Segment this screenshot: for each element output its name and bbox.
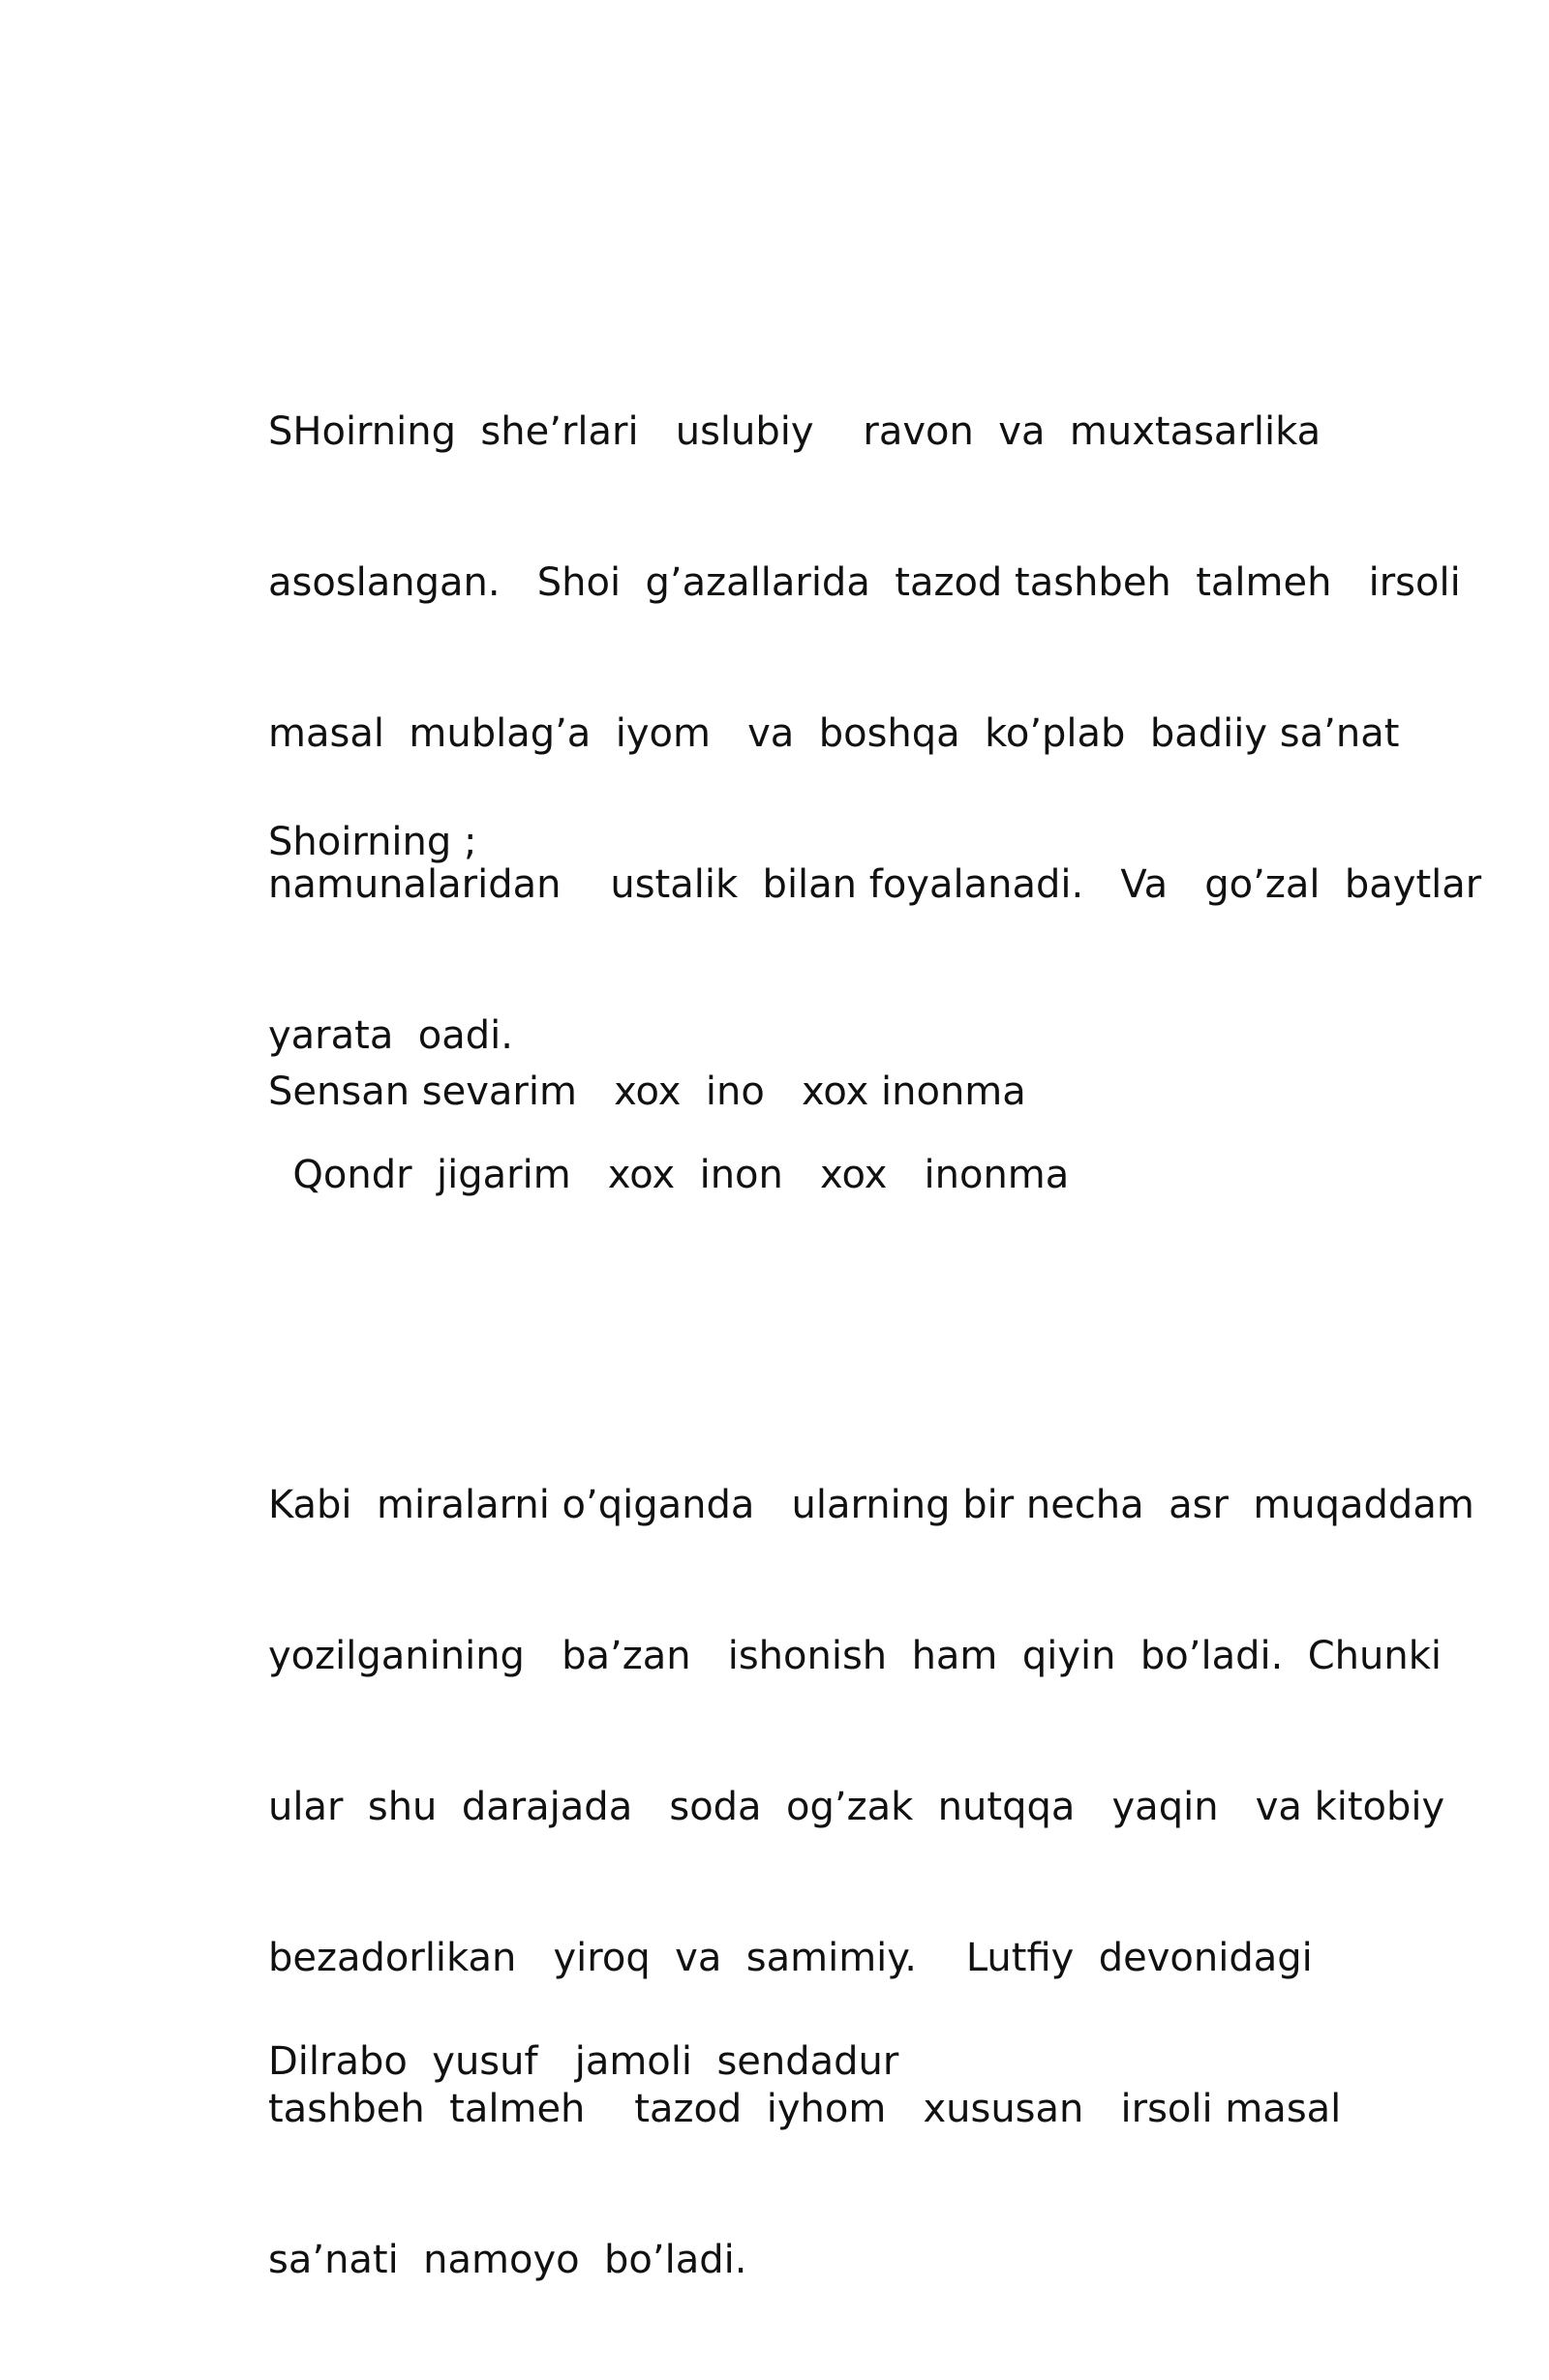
paragraph-line: yarata oadi. [268,1013,513,1058]
paragraph-line: yozilganining ba’zan ishonish ham qiyin bo’ladi. Chunki [268,1634,1443,1678]
verse-text: Qondr jigarim xox inon xox inonma [268,1153,1070,1197]
paragraph-line: tashbeh talmeh tazod iyhom xususan irsoli masal [268,2087,1342,2131]
paragraph-line: asoslangan. Shoi g’azallarida tazod tashbeh talmeh irsoli [268,560,1461,605]
verse-text: Dilrabo yusuf jamoli sendadur [268,2039,899,2084]
paragraph-line: Kabi miralarni o’qiganda ularning bir necha asr muqaddam [268,1483,1474,1527]
verse-text: Sensan sevarim xox ino xox inonma [268,1069,1026,1114]
paragraph-2 [268,1385,1478,2380]
intro-line [268,722,1482,962]
verse-line-3 [268,1942,1478,2182]
paragraph-line: bezadorlikan yiroq va samimiy. Lutfiy devonidagi [268,1936,1313,1980]
paragraph-line: namunalaridan ustalik bilan foyalanadi. Va go’zal baytlar [268,862,1482,907]
paragraph-line: SHoirning she’rlari uslubiy ravon va muxtasarlika [268,409,1321,454]
verse-line-2 [268,1055,1478,1295]
intro-text: Shoirning ; [268,820,477,864]
paragraph-line: masal mublag’a iyom va boshqa ko’plab badiiy sa’nat [268,711,1400,756]
paragraph-line: sa’nati namoyo bo’ladi. [268,2238,747,2282]
paragraph-line: ular shu darajada soda og’zak nutqqa yaqin va kitobiy [268,1785,1445,1829]
